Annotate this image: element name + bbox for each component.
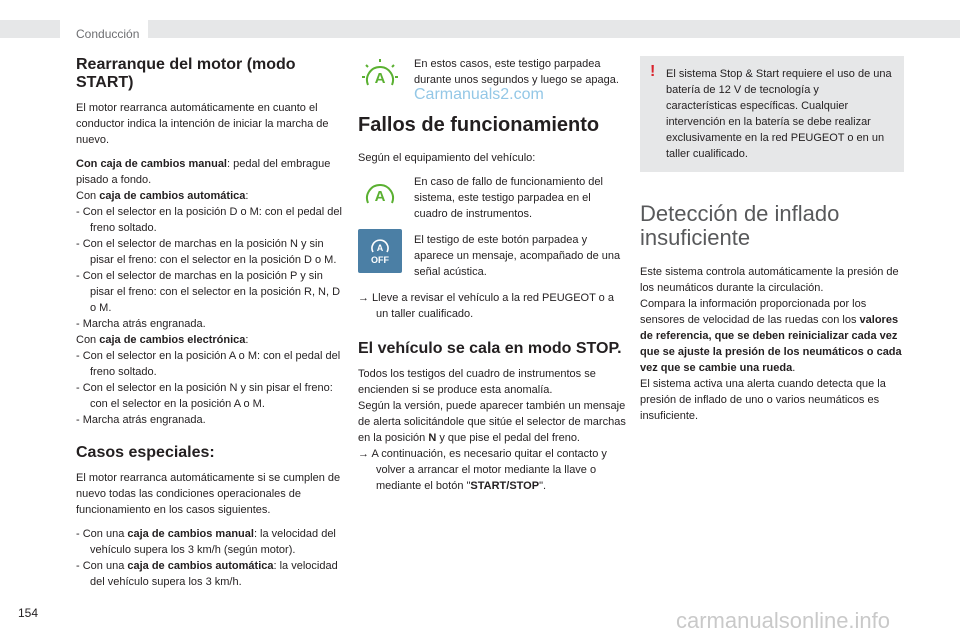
warning-icon: ! — [650, 63, 656, 80]
heading-stall: El vehículo se cala en modo STOP. — [358, 340, 622, 357]
para-special: El motor rearranca automáticamente si se cumplen de nuevo todas las condiciones operacionales de funcionamiento en los casos siguientes. — [76, 472, 341, 516]
column-middle — [358, 56, 626, 494]
heading-special: Casos especiales: — [76, 444, 215, 461]
auto-stop-icon — [358, 174, 402, 212]
list-item: - Con una caja de cambios automática: la velocidad del vehículo supera los 3 km/h. — [76, 560, 338, 588]
column-left — [76, 56, 344, 590]
elec-gearbox-label: Con caja de cambios electrónica: — [76, 334, 249, 346]
fault-text-2: El testigo de este botón parpadea y aparece un mensaje, acompañado de una señal acústica. — [414, 234, 621, 278]
fault-row-1 — [358, 174, 626, 222]
footer-watermark: carmanualsonline.info — [676, 608, 891, 633]
para-pressure-3: El sistema activa una alerta cuando detecta que la presión de inflado de uno o varios neumáticos es insuficiente. — [640, 378, 886, 422]
fault-row-2 — [358, 232, 626, 280]
para-pressure-2: Compara la información proporcionada por los sensores de velocidad de las ruedas con los valores de referencia, que se deben reinicializar cada vez que se ajuste la presión de los neumáticos o cada vez que se cambie una rueda. — [640, 298, 902, 374]
header-bar — [0, 20, 960, 38]
auto-stop-icon — [358, 56, 402, 94]
page-number: 154 — [18, 606, 39, 620]
button-icon — [358, 232, 402, 270]
list-item: - Marcha atrás engranada. — [76, 318, 206, 330]
fault-text-1: En caso de fallo de funcionamiento del sistema, este testigo parpadea en el cuadro de instrumentos. — [414, 176, 603, 220]
warning-text: El sistema Stop & Start requiere el uso de una batería de 12 V de tecnología y características específicas. Cualquier intervención en la batería se debe realizar exclusivamente en la red PEUGEOT o en un taller cualificado. — [666, 68, 892, 160]
list-item: - Marcha atrás engranada. — [76, 414, 206, 426]
heading-faults: Fallos de funcionamiento — [358, 114, 600, 136]
list-item: - Con el selector en la posición N y sin pisar el freno: con el selector en la posición A o M. — [76, 382, 333, 410]
svg-text:A: A — [376, 243, 384, 253]
manual-gearbox: Con caja de cambios manual: pedal del embrague pisado a fondo. — [76, 158, 331, 186]
arrow-item: → Lleve a revisar el vehículo a la red PEUGEOT o a un taller cualificado. — [358, 292, 614, 320]
off-label: OFF — [371, 255, 389, 265]
para-faults: Según el equipamiento del vehículo: — [358, 152, 536, 164]
para-stall-2: Según la versión, puede aparecer también un mensaje de alerta solicitándole que sitúe el selector de marchas en la posición N y que pise el pedal del freno. — [358, 400, 626, 444]
column-right — [640, 56, 904, 432]
para-restart: El motor rearranca automáticamente en cuanto el conductor indica la intención de iniciar la marcha de nuevo. — [76, 102, 329, 146]
heading-pressure: Detección de inflado insuficiente — [640, 201, 840, 250]
list-item: - Con el selector de marchas en la posición N y sin pisar el freno: con el selector en la posición D o M. — [76, 238, 337, 266]
arrow-item: → A continuación, es necesario quitar el contacto y volver a arrancar el motor mediante la llave o mediante el botón "START/STOP". — [358, 448, 607, 492]
svg-text:A: A — [374, 70, 386, 87]
list-item: - Con el selector en la posición D o M: con el pedal del freno soltado. — [76, 206, 342, 234]
heading-restart: Rearranque del motor (modo START) — [76, 56, 296, 91]
list-item: - Con una caja de cambios manual: la velocidad del vehículo supera los 3 km/h (según motor). — [76, 528, 336, 556]
watermark-overlay: Carmanuals2.com — [414, 86, 544, 103]
blink-text: En estos casos, este testigo parpadea durante unos segundos y luego se apaga. — [414, 58, 619, 86]
section-title: Conducción — [76, 27, 140, 41]
para-pressure-1: Este sistema controla automáticamente la presión de los neumáticos durante la circulación. — [640, 266, 899, 294]
svg-text:A: A — [374, 188, 386, 205]
para-stall-1: Todos los testigos del cuadro de instrumentos se encienden si se produce esta anomalía. — [358, 368, 596, 396]
list-item: - Con el selector en la posición A o M: con el pedal del freno soltado. — [76, 350, 341, 378]
list-item: - Con el selector de marchas en la posición P y sin pisar el freno: con el selector en la posición R, N, D o M. — [76, 270, 341, 314]
warning-box — [640, 56, 904, 172]
auto-gearbox-label: Con caja de cambios automática: — [76, 190, 249, 202]
